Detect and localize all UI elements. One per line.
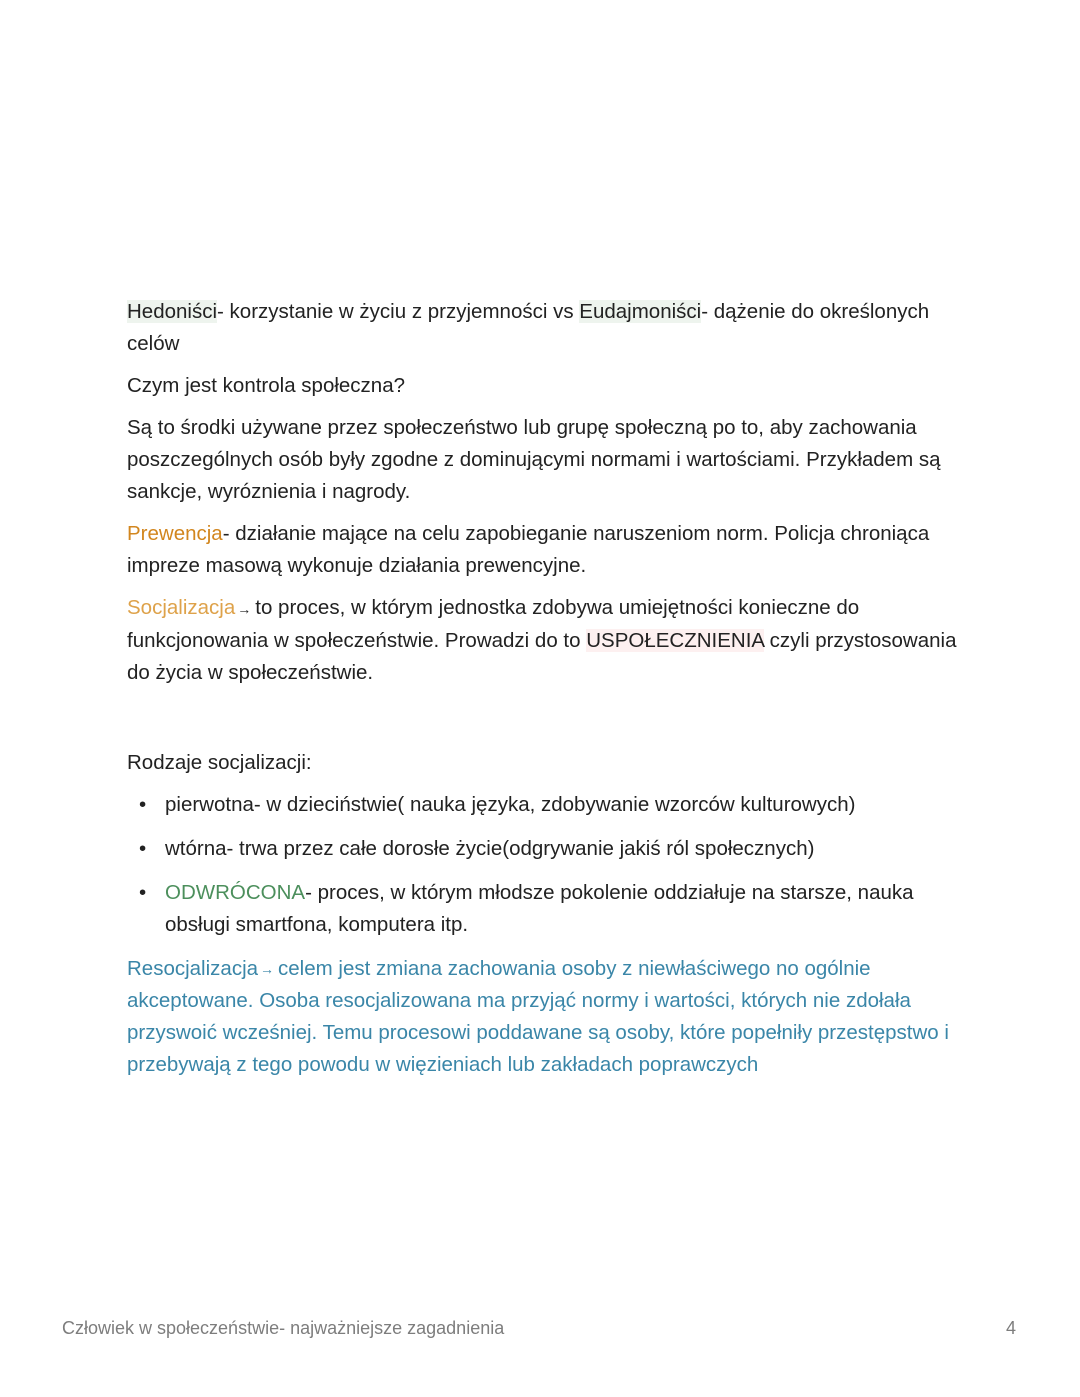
type-text: wtórna- trwa przez całe dorosłe życie(odgrywanie jakiś ról społecznych) (165, 836, 815, 860)
eudaimonists-term: Eudajmoniści (579, 300, 702, 323)
list-item (127, 789, 957, 821)
socialization-paragraph (127, 592, 957, 689)
eudaimonists-definition: - dążenie do określonych celów (127, 300, 930, 355)
bullet-icon: • (139, 792, 147, 816)
arrow-icon: → (237, 600, 252, 617)
resocialization-paragraph (127, 953, 957, 1082)
type-text: pierwotna- w dzieciństwie( nauka języka, zdobywanie wzorców kulturowych) (165, 792, 856, 816)
prevention-paragraph (127, 518, 957, 582)
page-number: 4 (1005, 1318, 1016, 1338)
reversed-term: ODWRÓCONA (165, 880, 306, 904)
list-item (127, 833, 957, 865)
hedonists-term: Hedoniści (127, 300, 218, 323)
list-item (127, 877, 957, 941)
resocialization-term: Resocjalizacja (127, 956, 259, 980)
bullet-icon: • (139, 836, 147, 860)
socialization-term: Socjalizacja (127, 596, 236, 619)
socialization-definition: to proces, w którym jednostka zdobywa umiejętności konieczne do funkcjonowania w społeczeństwie. Prowadzi do to (127, 596, 860, 652)
spacer (127, 699, 957, 747)
page-content (127, 296, 957, 1091)
socialization-definition-end: czyli przystosowania do życia w społeczeństwie. (127, 628, 957, 684)
footer-title: Człowiek w społeczeństwie- najważniejsze zagadnienia (62, 1318, 505, 1338)
bullet-icon: • (139, 880, 147, 904)
hedonism-paragraph (127, 296, 957, 360)
prevention-definition: - działanie mające na celu zapobieganie naruszeniom norm. Policja chroniąca impreze masową wykonuje działania prewencyjne. (127, 522, 930, 577)
socialization-types-list (127, 789, 957, 941)
uspolecznienie-term: USPOŁECZNIENIA (586, 628, 764, 652)
types-heading: Rodzaje socjalizacji: (127, 750, 312, 774)
type-text: - proces, w którym młodsze pokolenie oddziałuje na starsze, nauka obsługi smartfona, komputera itp. (165, 880, 914, 936)
social-control-definition: Są to środki używane przez społeczeństwo lub grupę społeczną po to, aby zachowania poszczególnych osób były zgodne z dominującymi normami i wartościami. Przykładem są sankcje, wyróznienia i nagrody. (127, 416, 941, 503)
resocialization-definition: celem jest zmiana zachowania osoby z niewłaściwego no ogólnie akceptowane. Osoba resocjalizowana ma przyjąć normy i wartości, których nie zdołała przyswoić wcześniej. Temu procesowi poddawane są osoby, które popełniły przestępstwo i przebywają z tego powodu w więzieniach lub zakładach poprawczych (127, 956, 949, 1077)
hedonists-definition: - korzystanie w życiu z przyjemności vs (217, 300, 580, 323)
prevention-term: Prewencja (127, 522, 223, 545)
arrow-icon: → (260, 961, 275, 978)
social-control-question: Czym jest kontrola społeczna? (127, 374, 406, 397)
